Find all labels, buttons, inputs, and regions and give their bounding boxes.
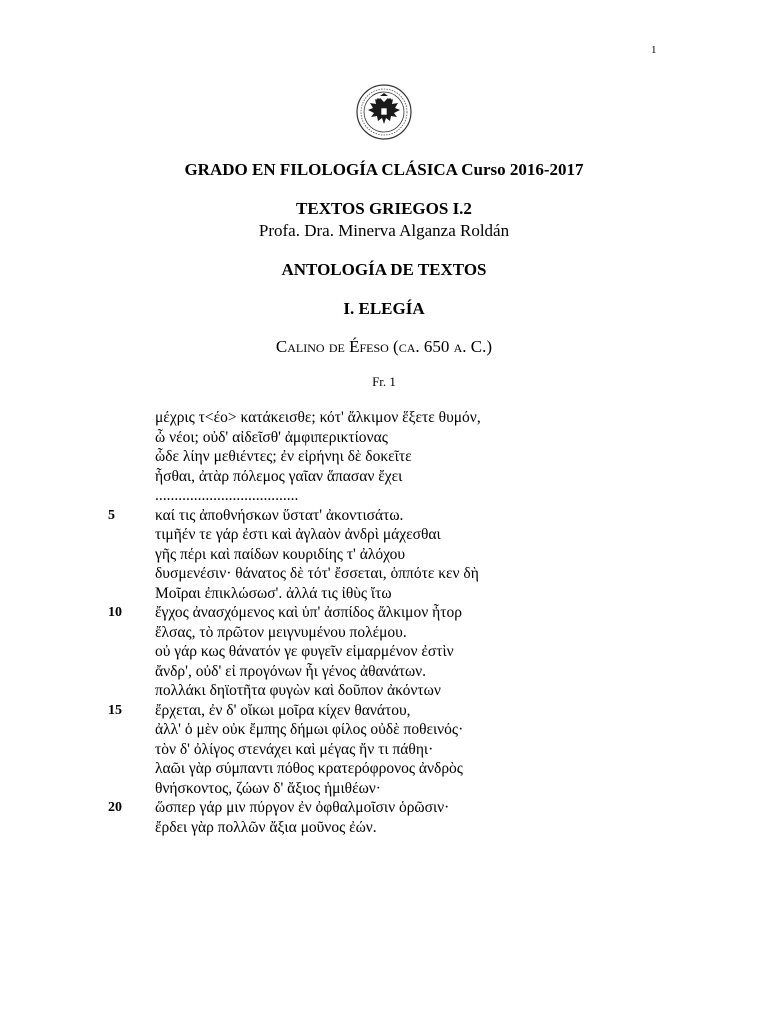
verse-line: [0, 701, 768, 721]
verse-line: [0, 662, 768, 682]
verse-line: [0, 486, 768, 506]
verse-line: [0, 759, 768, 779]
verse-line: [0, 545, 768, 565]
course-title: TEXTOS GRIEGOS I.2: [296, 199, 472, 218]
verse-text: ὥσπερ γάρ μιν πύργον ἐν ὀφθαλμοῖσιν ὁρῶσιν·: [155, 799, 450, 816]
verse-number: 20: [108, 800, 122, 815]
verse-text: τιμῆέν τε γάρ ἐστι καὶ ἀγλαὸν ἀνδρὶ μάχεσθαι: [155, 526, 441, 543]
verse-line: [0, 428, 768, 448]
verse-line: [0, 623, 768, 643]
verse-text: λαῶι γὰρ σύμπαντι πόθος κρατερόφρονος ἀνδρὸς: [155, 760, 463, 777]
verse-number: 15: [108, 702, 122, 718]
verse-line: [0, 720, 768, 740]
degree-title: GRADO EN FILOLOGÍA CLÁSICA Curso 2016-2017: [184, 160, 584, 179]
verse-text: τὸν δ' ὀλίγος στενάχει καὶ μέγας ἤν τι πάθηι·: [155, 740, 434, 758]
double-headed-eagle-seal-icon: [356, 84, 412, 140]
verse-text: ἔλσας, τὸ πρῶτον μειγνυμένου πολέμου.: [155, 623, 407, 641]
verse-line: [0, 447, 768, 467]
verse-line: [0, 779, 768, 799]
anthology-title: ANTOLOGÍA DE TEXTOS: [281, 260, 487, 279]
section-title: I. ELEGÍA: [343, 299, 425, 318]
verse-line: [0, 564, 768, 584]
verse-line: [0, 408, 768, 428]
verse-text: ὧδε λίην μεθιέντες; ἐν εἰρήνηι δὲ δοκεῖτε: [155, 448, 412, 465]
verse-text: ἔρχεται, ἐν δ' οἴκωι μοῖρα κίχεν θανάτου,: [155, 701, 411, 719]
fragment-label: Fr. 1: [372, 374, 396, 389]
professor-name: Profa. Dra. Minerva Alganza Roldán: [258, 221, 510, 240]
verse-line: [0, 740, 768, 760]
verse-line: [0, 525, 768, 545]
page-number: 1: [651, 44, 657, 56]
verse-text: ἔρδει γὰρ πολλῶν ἄξια μοῦνος ἐών.: [155, 818, 377, 836]
verse-text: ἧσθαι, ἀτὰρ πόλεμος γαῖαν ἅπασαν ἔχει: [155, 467, 403, 485]
verse-line: [0, 584, 768, 604]
verse-text: δυσμενέσιν· θάνατος δὲ τότ' ἔσσεται, ὁππότε κεν δὴ: [155, 565, 479, 582]
verse-line: [0, 818, 768, 838]
verse-line: [0, 506, 768, 526]
author-heading: Calino de Éfeso (ca. 650 a. C.): [275, 337, 493, 356]
poem-text: [0, 408, 768, 837]
verse-text: οὐ γάρ κως θάνατόν γε φυγεῖν εἱμαρμένον ἐστὶν: [155, 643, 454, 660]
verse-text: γῆς πέρι καὶ παίδων κουριδίης τ' ἀλόχου: [155, 545, 406, 563]
verse-line: [0, 681, 768, 701]
verse-number: 5: [108, 507, 115, 523]
verse-text: πολλάκι δηϊοτῆτα φυγὼν καὶ δοῦπον ἀκόντων: [155, 682, 441, 699]
verse-text: καί τις ἀποθνήσκων ὕστατ' ἀκοντισάτω.: [155, 506, 404, 524]
verse-text: θνήσκοντος, ζώων δ' ἄξιος ἡμιθέων·: [155, 779, 381, 797]
verse-text: .....................................: [155, 487, 299, 504]
verse-line: [0, 642, 768, 662]
verse-line: [0, 603, 768, 623]
verse-text: ἔγχος ἀνασχόμενος καὶ ὑπ' ἀσπίδος ἄλκιμον ἦτορ: [155, 604, 462, 621]
verse-text: ἄνδρ', οὐδ' εἰ προγόνων ἦι γένος ἀθανάτων.: [155, 662, 427, 680]
verse-text: ὦ νέοι; οὐδ' αἰδεῖσθ' ἀμφιπερικτίονας: [155, 428, 388, 446]
verse-number: 10: [108, 605, 122, 620]
verse-text: ἀλλ' ὁ μὲν οὐκ ἔμπης δήμωι φίλος οὐδὲ ποθεινός·: [155, 721, 464, 738]
verse-text: μέχρις τ<έο> κατάκεισθε; κότ' ἄλκιμον ἕξετε θυμόν,: [155, 409, 481, 426]
verse-text: Μοῖραι ἐπικλώσωσ'. ἀλλά τις ἰθὺς ἴτω: [155, 584, 392, 602]
verse-line: [0, 798, 768, 818]
verse-line: [0, 467, 768, 487]
